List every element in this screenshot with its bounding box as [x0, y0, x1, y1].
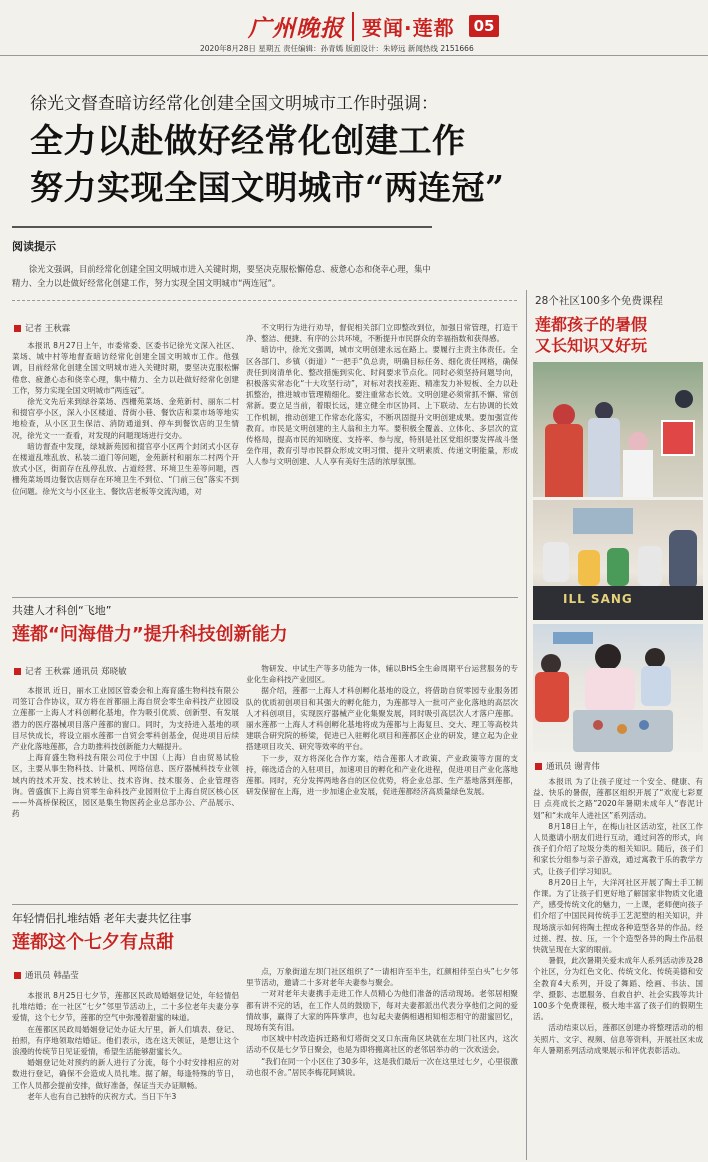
sidebar-byline-text: 通讯员 谢青伟: [546, 762, 600, 772]
story-divider: [12, 597, 518, 598]
photo-figure: [553, 404, 575, 426]
photo-window: [573, 508, 633, 534]
photo-clay: [639, 720, 649, 730]
photo-shirt-text: ILL SANG: [563, 592, 633, 606]
paragraph: 点，万象街道左坝门社区组织了“一请相许至半生，红颜相伴至白头”七夕邻里节活动，邀请二十多对老年夫妻参与聚会。: [246, 967, 518, 988]
paragraph: 暗访督查中发现，绿城新苑园和掇官亭小区两个封闭式小区存在楼道乱堆乱放、私装二道门等问题，金苑新村和丽东二村两个开放式小区，街面存在乱停乱放、占道经营、环境卫生差等问题，西栅苑菜场周边餐饮店则存在环境卫生不到位、“门前三包”落实不到位问题。徐光文与小区业主、餐饮店老板等交流沟通，对: [12, 441, 239, 496]
summary-text: 徐光文强调，目前经常化创建全国文明城市进入关键时期，要坚决克服松懈倦怠、疲惫心态和侥幸心理，集中精力、全力以赴做好经常化创建工作，努力实现全国文明城市“两连冠”。: [12, 264, 431, 288]
lead-column-2: [246, 322, 518, 592]
paragraph: 物研发、中试生产等多功能为一体，辅以BHS全生命周期平台运营服务的专业化生命科技产业园区。: [246, 664, 518, 685]
paragraph: 本报讯 为了让孩子度过一个安全、健康、有益、快乐的暑假，莲都区组织开展了“欢度七彩夏日 点亮成长之路”2020年暑期未成年人“春泥计划”和“未成年人进社区”系列活动。: [533, 777, 703, 820]
column-divider: [526, 290, 527, 1160]
photo-figure: [545, 424, 583, 497]
story3-byline-text: 通讯员 韩晶莹: [25, 971, 79, 981]
paragraph: 徐光文先后来到绿谷菜场、西栅苑菜场、金苑新村、丽东二村和掇官亭小区，深入小区楼道、背街小巷、餐饮店和菜市场等地实地检查，从小区卫生保洁、消防通道到、停车到餐饮店的卫生情况，徐光文一一查看，对发现的问题现场进行交办。: [12, 397, 239, 440]
paragraph: 老年人也有自己独特的庆祝方式。当日下午3: [27, 1091, 177, 1101]
sidebar-headline-line2: 又长知识又好玩: [535, 336, 648, 355]
photo-figure: [645, 648, 665, 668]
lead-kicker: 徐光文督查暗访经常化创建全国文明城市工作时强调：: [30, 94, 438, 114]
paragraph: 一对对老年夫妻携手走进工作人员精心为他们准备的活动现场。老邻居相聚都有讲不完的话，在工作人员的鼓励下，每对夫妻都派出代表分享他们之间的爱情故事，赢得了大家的阵阵掌声，也勾起夫妻俩相遇相知相恋相守的甜蜜回忆，现场有笑有泪。: [246, 989, 518, 1033]
story3-kicker: 年轻情侣扎堆结婚 老年夫妻共忆往事: [12, 912, 192, 925]
byline-marker-icon: [14, 972, 21, 979]
photo-figure: [585, 668, 635, 712]
lead-divider: [12, 226, 432, 228]
photo-figure: [607, 548, 629, 586]
photo-figure: [623, 450, 653, 497]
paragraph: 8月20日上午，大洋河社区开展了陶土手工制作课。为了让孩子们更好地了解国家非物质文化遗产，感受传统文化的魅力，一上课，老师便向孩子们介绍了中国民间传统手工艺泥塑的相关知识，并现场演示如何将陶土捏成各种造型各异的作品。经过搓、捏、按、压，一个个造型各异的陶土作品很快就呈现在大家的眼前。: [533, 877, 703, 955]
lead-byline: [14, 322, 70, 334]
lead-headline-line1: 全力以赴做好经常化创建工作: [30, 121, 466, 160]
story3-column-1: [12, 990, 239, 1160]
story3-column-2: [246, 966, 518, 1160]
photo-figure: [595, 644, 621, 670]
story2-column-1: [12, 685, 239, 900]
photo-foreground: [533, 586, 703, 620]
paragraph: 不文明行为进行劝导，督促相关部门立即整改到位，加强日常管理，打造干净、整洁、便捷、有序的公共环境，不断提升市民群众的幸福指数和获得感。: [246, 323, 518, 344]
byline-marker-icon: [535, 763, 542, 770]
photo-clay: [617, 724, 627, 734]
summary-divider: [12, 300, 517, 301]
section-title: 要闻·莲都: [352, 12, 455, 41]
sidebar-kicker: 28个社区100多个免费课程: [535, 295, 663, 307]
paragraph: 8月18日上午，在梅山社区活动室，社区工作人员邀请小朋友们进行互动，通过问答的形式，向孩子们介绍了垃圾分类的相关知识。随后，孩子们和家长分组参与亲子游戏，通过寓教于乐的教学方式，让孩子们学习知识。: [533, 821, 703, 876]
paragraph: 本报讯 8月25日七夕节，莲都区民政局婚姻登记处，年轻情侣扎堆结婚；在一社区“七夕”邻里节活动上，二十多位老年夫妻分享爱情，这个七夕节，莲都的空气中弥漫着甜蜜的味道。: [12, 991, 239, 1023]
lead-column-1: [12, 340, 239, 592]
sidebar-headline-line1: 莲都孩子的暑假: [535, 315, 648, 334]
story2-kicker: 共建人才科创“飞地”: [12, 604, 112, 617]
photo-police-kids: [533, 362, 703, 497]
photo-classroom: [533, 500, 703, 620]
story2-byline-text: 记者 王秋霖 通讯员 郑晓敏: [25, 667, 127, 677]
page-number: 05: [469, 15, 500, 37]
photo-figure: [535, 672, 569, 722]
paragraph: 市区城中村改造拆迁路和灯塔街交叉口东南角区块就在左坝门社区内，这次活动不仅是七夕节日聚会，也是为即将搬离社区的老邻居举办的一次欢送会。: [246, 1034, 518, 1055]
photo-window: [553, 632, 593, 644]
paragraph: 本报讯 近日，丽水工业园区管委会和上海育盛生物科技有限公司签订合作协议，双方将在首都丽上海自贸会零生命科技产业园设立莲都一上海人才科创孵化基地，作为吸引优质、创新型、有发展潜力的医疗器械项目落户莲都的窗口。同时，为支持进入基地的项目尽快成长，将设立丽水莲都一自贸会零科创基金，促进项目后续产业化落地莲都，合力助推科技创新能力大幅提升。: [12, 686, 239, 752]
photo-figure: [638, 546, 662, 586]
byline-marker-icon: [14, 668, 21, 675]
story2-column-2: [246, 663, 518, 900]
paragraph: 本报讯 8月27日上午，市委常委、区委书记徐光文深入社区、菜场、城中村等地督查暗访经常化创建全国文明城市工作。他强调，目前经常化创建全国文明城市进入关键时期，要坚决克服松懈倦怠、疲惫心态和侥幸心理，集中精力、全力以赴做好经常化创建工作，努力实现全国文明城市“两连冠”。: [12, 341, 239, 395]
lead-headline-line2: 努力实现全国文明城市“两连冠”: [30, 168, 505, 207]
story-divider: [12, 904, 518, 905]
photo-sign: [661, 420, 695, 456]
paragraph: 上海育盛生物科技有限公司位于中国（上海）自由贸易试验区，主要从事生物科技、计量机、网络信息、医疗器械科技专业领域内的技术开发、技术转让、技术咨询、技术服务、企业管理咨询。曾盛旗下上海自贸零生命科技产业园则位于上海自贸区核心区——外高桥保税区，园区是集生物医药企业总部办公、产品展示、药: [12, 753, 239, 819]
photo-figure: [578, 550, 600, 586]
photo-figure: [669, 530, 697, 590]
photo-figure: [588, 418, 620, 497]
story3-byline: [14, 969, 79, 981]
info-bar: 2020年8月28日 星期五 责任编辑：孙青嫣 版面设计：朱婷远 新闻热线 2151666: [0, 43, 708, 56]
paragraph: 在莲都区民政局婚姻登记处办证大厅里，新人们填表、登记、拍照，有序地领取结婚证。他们表示，选在这天领证，是想让这个浪漫的传统节日见证爱情，希望生活能够甜蜜长久。: [12, 1024, 239, 1057]
photo-clay-craft: [533, 624, 703, 752]
newspaper-title: 广州晚报: [248, 14, 344, 42]
photo-figure: [628, 432, 648, 452]
paragraph: 下一步，双方将深化合作方案，结合莲都人才政策、产业政策等方面的支持，筛选适合的入驻项目，加速项目的孵化和产业化进程，促进项目产业化落地莲都。同时，充分发挥两地各自的区位优势，将企业总部、生产基地落到莲都，研发保留在上海，进一步加速企业发展，促进莲都经济高质量绿色发展。: [246, 753, 518, 797]
summary-label: 阅读提示: [12, 240, 56, 253]
story2-headline: 莲都“问海借力”提升科技创新能力: [12, 624, 288, 645]
paragraph: 婚姻登记处对预约的新人进行了分流，每个小时安排相应的对数进行登记，确保不会造成人员扎堆。据了解，每逢特殊的节日，工作人员都会提前安排，做好准备，保证当天办证顺畅。: [12, 1058, 239, 1090]
paragraph: 据介绍，莲都一上海人才科创孵化基地的设立，将借助自贸零园专业服务团队的优质初创项目和其强大的孵化能力，为莲都导入一批可产业化落地的高层次人才科创项目，实现医疗器械产业化集聚发展，同时吸引高层次人才落户莲都。丽水莲都一上海人才科创孵化基地将成为莲都与上海复旦、交大、理工等高校共建联合研究院的桥梁，促进已入驻孵化项目和莲都区企业的研发，建立起为企业搭建项目攻关、研究等效率的平台。: [246, 686, 518, 752]
story3-headline: 莲都这个七夕有点甜: [12, 932, 174, 953]
paragraph: “我们在同一个小区住了30多年，这是我们最后一次在这里过七夕，心里很激动也很不舍。”居民李梅花阿姨说。: [246, 1056, 518, 1077]
sidebar-body: [533, 776, 703, 1160]
story2-byline: [14, 665, 127, 677]
paragraph: 暑假，此次暑期关爱未成年人系列活动涉及28个社区，分为红色文化、传统文化、传统美德和安全教育4大系列，开设了舞蹈、绘画、书法、国学、摄影、志愿服务、自救自护、社会实践等共计100多个免费课程，极大地丰富了孩子们的假期生活。: [533, 956, 703, 1022]
byline-marker-icon: [14, 325, 21, 332]
sidebar-byline: [535, 760, 600, 772]
lead-byline-text: 记者 王秋霖: [25, 324, 71, 334]
masthead: [248, 8, 499, 44]
photo-figure: [541, 654, 561, 674]
photo-figure: [641, 666, 671, 706]
photo-figure: [543, 542, 569, 582]
paragraph: 活动结束以后，莲都区创建办将整理活动的相关照片、文字、视频、信息等资料，开展社区未成年人暑期系列活动成果展示和评优表彰活动。: [533, 1023, 703, 1055]
paragraph: 暗访中，徐光文强调，城市文明创建永远在路上。要履行主责主体责任。全区各部门、乡镇（街道）“一把手”负总责，明确目标任务、细化责任网格，确保责任到岗清单化、整改措施到实化、时间要求节点化。同时必须坚持问题导向，积极落实常态化“十大攻坚行动”，对标对表找差距、精准发力补短板、全力以赴抓整治，推进城市管理精细化。要注重常态长效。文明创建必须常抓不懈、常创常新。要立足当前，着眼长远，建立健全市区协同、上下联动、左右协调的长效工作机制，推动创建工作常态化落实，不断巩固提升文明创建成果。要加强宣传教育。市民是文明创建的主人翁和主力军。要积极全覆盖、立体化、多层次的宣传格局，提高市民的知晓度、支持率、参与度，特别是社区党组织要发挥战斗堡垒作用，教育引导市民群众形成文明习惯、提升文明素质、传递文明能量，形成人人参与文明创建、人人享有美好生活的浓厚氛围。: [246, 345, 518, 467]
photo-clay: [593, 720, 603, 730]
photo-figure: [675, 390, 693, 408]
